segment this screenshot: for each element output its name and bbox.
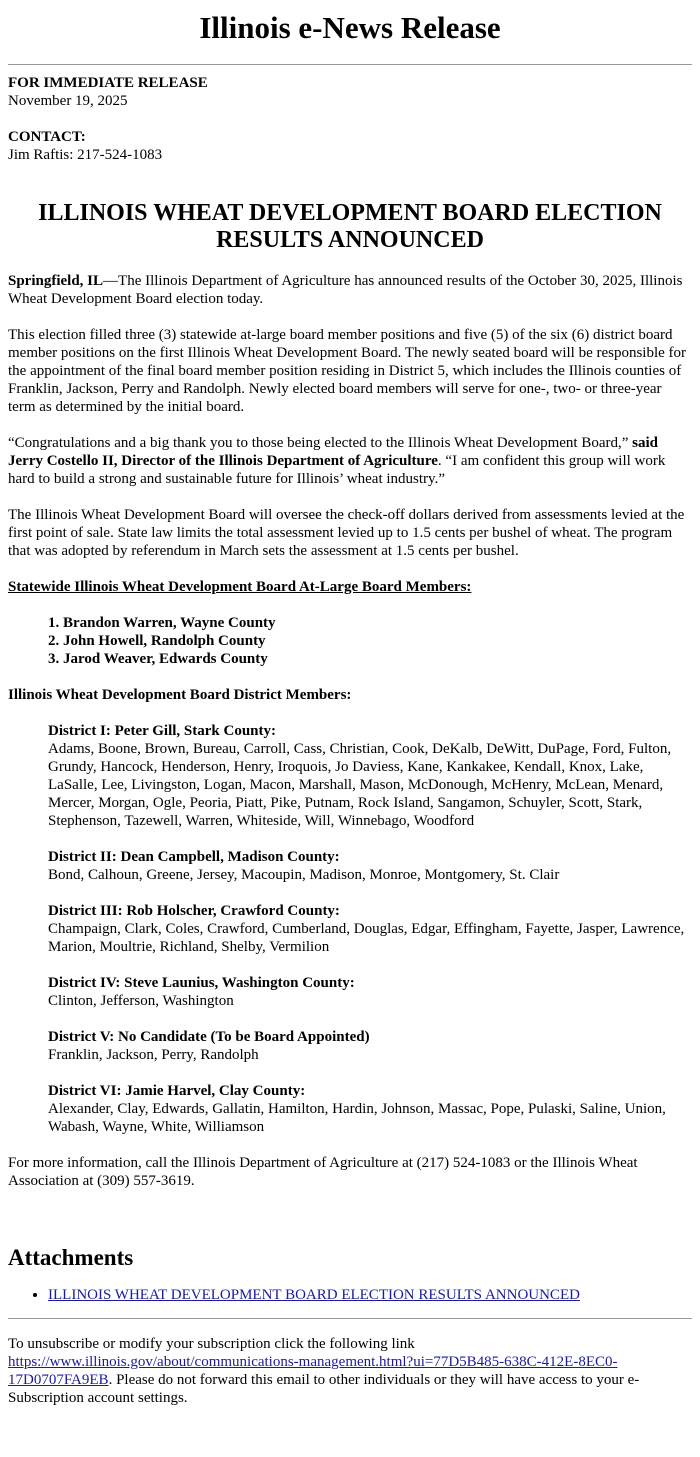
- unsubscribe-link[interactable]: https://www.illinois.gov/about/communications-management.html?ui=77D5B485-638C-412E-8EC0-17D0707FA9EB: [8, 1354, 618, 1388]
- unsubscribe-text: [8, 1335, 692, 1407]
- release-info: [8, 74, 692, 164]
- district-item: [8, 1082, 692, 1136]
- district-title: District VI: Jamie Harvel, Clay County:: [48, 1083, 306, 1099]
- district-title: District IV: Steve Launius, Washington County:: [48, 975, 355, 991]
- release-label: FOR IMMEDIATE RELEASE: [8, 75, 208, 91]
- list-item: 1. Brandon Warren, Wayne County: [48, 615, 276, 631]
- release-date: November 19, 2025: [8, 93, 128, 109]
- paragraph-quote: [8, 434, 692, 488]
- attachments-heading: Attachments: [8, 1245, 134, 1270]
- paragraph-assessment: The Illinois Wheat Development Board will oversee the check-off dollars derived from assessments levied at the first point of sale. State law limits the total assessment levied up to 1.5 cents per bushel of wheat. The program that was adopted by referendum in March sets the assessment at 1.5 cents per bushel.: [8, 507, 685, 559]
- attachment-link[interactable]: ILLINOIS WHEAT DEVELOPMENT BOARD ELECTION RESULTS ANNOUNCED: [48, 1287, 580, 1303]
- list-item: 2. John Howell, Randolph County: [48, 633, 266, 649]
- quote-text: “Congratulations and a big thank you to those being elected to the Illinois Wheat Development Board,”: [8, 435, 633, 451]
- atlarge-list: [8, 614, 692, 668]
- district-item: [8, 1028, 692, 1064]
- unsubscribe-outro: . Please do not forward this email to other individuals or they will have access to your e-Subscription account settings.: [8, 1372, 640, 1406]
- paragraph-intro: [8, 272, 692, 308]
- district-counties: Clinton, Jefferson, Washington: [48, 993, 234, 1009]
- page-title: Illinois e-News Release: [199, 10, 501, 45]
- divider: [8, 64, 692, 65]
- quote-attribution: said Jerry Costello II, Director of the Illinois Department of Agriculture: [8, 435, 659, 469]
- contact-info: Jim Raftis: 217-524-1083: [8, 147, 163, 163]
- intro-text: —The Illinois Department of Agriculture has announced results of the October 30, 2025, Illinois Wheat Development Board election today.: [8, 273, 683, 307]
- district-title: District V: No Candidate (To be Board Appointed): [48, 1029, 370, 1045]
- contact-label: CONTACT:: [8, 129, 86, 145]
- district-heading: Illinois Wheat Development Board District Members:: [8, 687, 352, 703]
- headline: ILLINOIS WHEAT DEVELOPMENT BOARD ELECTION RESULTS ANNOUNCED: [38, 200, 662, 253]
- atlarge-heading: Statewide Illinois Wheat Development Board At-Large Board Members:: [8, 579, 472, 595]
- paragraph-election: This election filled three (3) statewide at-large board member positions and five (5) of the six (6) district board member positions on the first Illinois Wheat Development Board. The newly seated board will be responsible for the appointment of the final board member position residing in District 5, which includes the Illinois counties of Franklin, Jackson, Perry and Randolph. Newly elected board members will serve for one-, two- or three-year term as determined by the initial board.: [8, 327, 687, 415]
- district-counties: Champaign, Clark, Coles, Crawford, Cumberland, Douglas, Edgar, Effingham, Fayette, Jasper, Lawrence, Marion, Moultrie, Richland, Shelby, Vermilion: [48, 921, 685, 955]
- unsubscribe-intro: To unsubscribe or modify your subscription click the following link: [8, 1336, 415, 1352]
- district-counties: Bond, Calhoun, Greene, Jersey, Macoupin, Madison, Monroe, Montgomery, St. Clair: [48, 867, 560, 883]
- attachments-list: [8, 1286, 692, 1304]
- attachment-item: [48, 1286, 692, 1304]
- district-counties: Franklin, Jackson, Perry, Randolph: [48, 1047, 259, 1063]
- divider: [8, 1318, 692, 1319]
- district-counties: Adams, Boone, Brown, Bureau, Carroll, Cass, Christian, Cook, DeKalb, DeWitt, DuPage, Ford, Fulton, Grundy, Hancock, Henderson, Henry, Iroquois, Jo Daviess, Kane, Kankakee, Kendall, Knox, Lake, LaSalle, Lee, Livingston, Logan, Macon, Marshall, Mason, McDonough, McHenry, McLean, Menard, Mercer, Morgan, Ogle, Peoria, Piatt, Pike, Putnam, Rock Island, Sangamon, Schuyler, Scott, Stark, Stephenson, Tazewell, Warren, Whiteside, Will, Winnebago, Woodford: [48, 741, 672, 829]
- district-item: [8, 902, 692, 956]
- dateline: Springfield, IL: [8, 273, 104, 289]
- quote-text-cont: . “I am confident this group will work hard to build a strong and sustainable future for Illinois’ wheat industry.”: [8, 453, 666, 487]
- more-info: For more information, call the Illinois Department of Agriculture at (217) 524-1083 or the Illinois Wheat Association at (309) 557-3619.: [8, 1155, 638, 1189]
- district-title: District II: Dean Campbell, Madison County:: [48, 849, 340, 865]
- list-item: 3. Jarod Weaver, Edwards County: [48, 651, 268, 667]
- district-title: District III: Rob Holscher, Crawford County:: [48, 903, 340, 919]
- district-counties: Alexander, Clay, Edwards, Gallatin, Hamilton, Hardin, Johnson, Massac, Pope, Pulaski, Saline, Union, Wabash, Wayne, White, Williamson: [48, 1101, 666, 1135]
- district-title: District I: Peter Gill, Stark County:: [48, 723, 277, 739]
- district-item: [8, 848, 692, 884]
- district-item: [8, 974, 692, 1010]
- district-item: [8, 722, 692, 830]
